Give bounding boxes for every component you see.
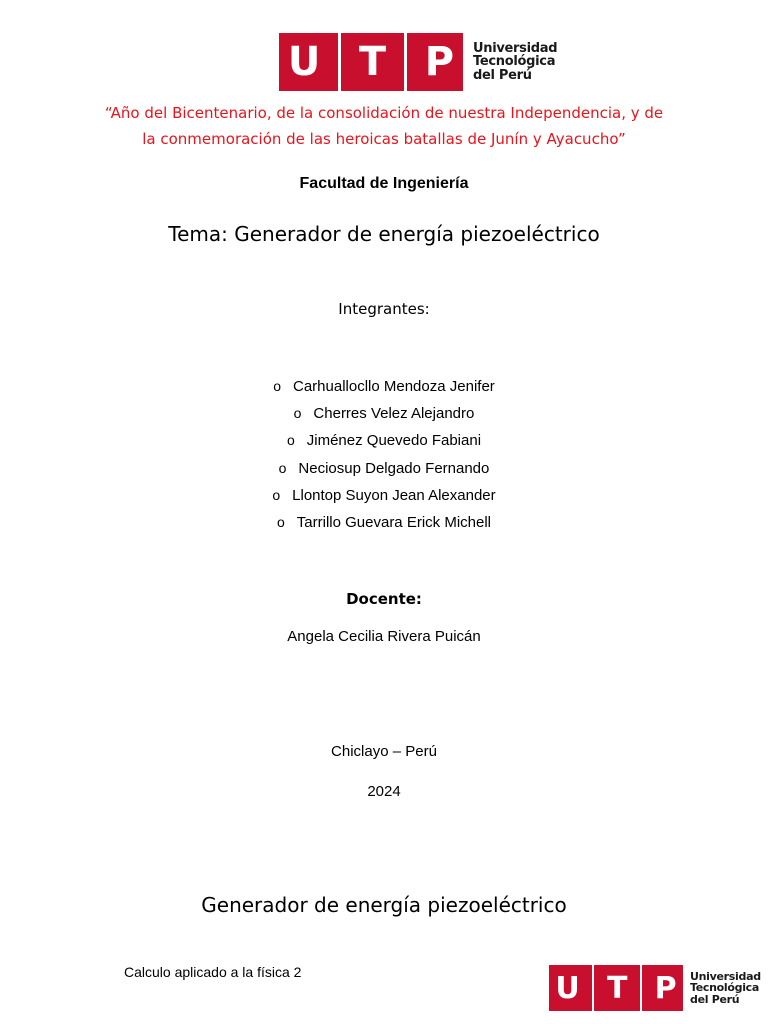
faculty-title: Facultad de Ingeniería [299, 175, 469, 192]
list-item [0, 403, 768, 430]
bullet-icon: o [278, 459, 287, 476]
course-name: Calculo aplicado a la física 2 [124, 964, 302, 980]
bullet-icon: o [272, 486, 281, 503]
logo-name-line: Universidad [473, 40, 558, 56]
member-name: Cherres Velez Alejandro [313, 405, 475, 423]
bullet-icon: o [276, 513, 285, 530]
topic-title: Tema: Generador de energía piezoeléctrico [168, 222, 600, 246]
logo-name-line: del Perú [473, 67, 532, 83]
logo-divider [404, 33, 407, 91]
logo-name-line: Universidad [690, 969, 761, 983]
member-name: Carhuallocllo Mendoza Jenifer [293, 378, 495, 395]
motto-line-2: la conmemoración de las heroicas batallas de Junín y Ayacucho” [142, 130, 626, 148]
list-item [0, 458, 768, 485]
list-item [0, 512, 768, 539]
logo-divider [592, 965, 594, 1011]
member-name: Tarrillo Guevara Erick Michell [296, 513, 491, 531]
utp-logo-footer [549, 965, 761, 1011]
utp-logo-mark [549, 965, 683, 1011]
member-name: Neciosup Delgado Fernando [298, 459, 490, 477]
list-item [0, 430, 768, 457]
logo-divider [640, 965, 642, 1011]
members-list [0, 376, 768, 539]
teacher-label: Docente: [346, 590, 422, 608]
logo-name-line: Tecnológica [690, 981, 760, 995]
list-item [0, 485, 768, 512]
logo-letter-p: P [654, 970, 677, 1006]
teacher-name: Angela Cecilia Rivera Puicán [287, 628, 481, 645]
member-name: Llontop Suyon Jean Alexander [292, 486, 496, 504]
logo-letter-t: T [358, 39, 387, 85]
utp-logo-name [473, 42, 557, 83]
logo-letter-t: T [606, 970, 628, 1006]
member-name: Jiménez Quevedo Fabiani [306, 432, 482, 450]
utp-logo-mark [279, 33, 463, 91]
logo-name-line: Tecnológica [473, 54, 556, 70]
location: Chiclayo – Perú [331, 743, 437, 760]
members-label: Integrantes: [338, 300, 430, 318]
year-motto [0, 100, 768, 152]
year: 2024 [367, 783, 401, 800]
logo-letter-p: P [424, 39, 455, 85]
bullet-icon: o [273, 378, 281, 394]
bullet-icon: o [293, 405, 302, 422]
utp-logo [279, 33, 557, 91]
list-item [0, 376, 768, 403]
footer-title: Generador de energía piezoeléctrico [201, 893, 567, 917]
logo-name-line: del Perú [690, 992, 740, 1006]
motto-line-1: “Año del Bicentenario, de la consolidación de nuestra Independencia, y de [104, 104, 664, 122]
logo-letter-u: U [555, 970, 580, 1006]
bullet-icon: o [286, 432, 295, 449]
logo-divider [338, 33, 341, 91]
logo-letter-u: U [287, 39, 321, 85]
utp-logo-name [690, 971, 761, 1006]
